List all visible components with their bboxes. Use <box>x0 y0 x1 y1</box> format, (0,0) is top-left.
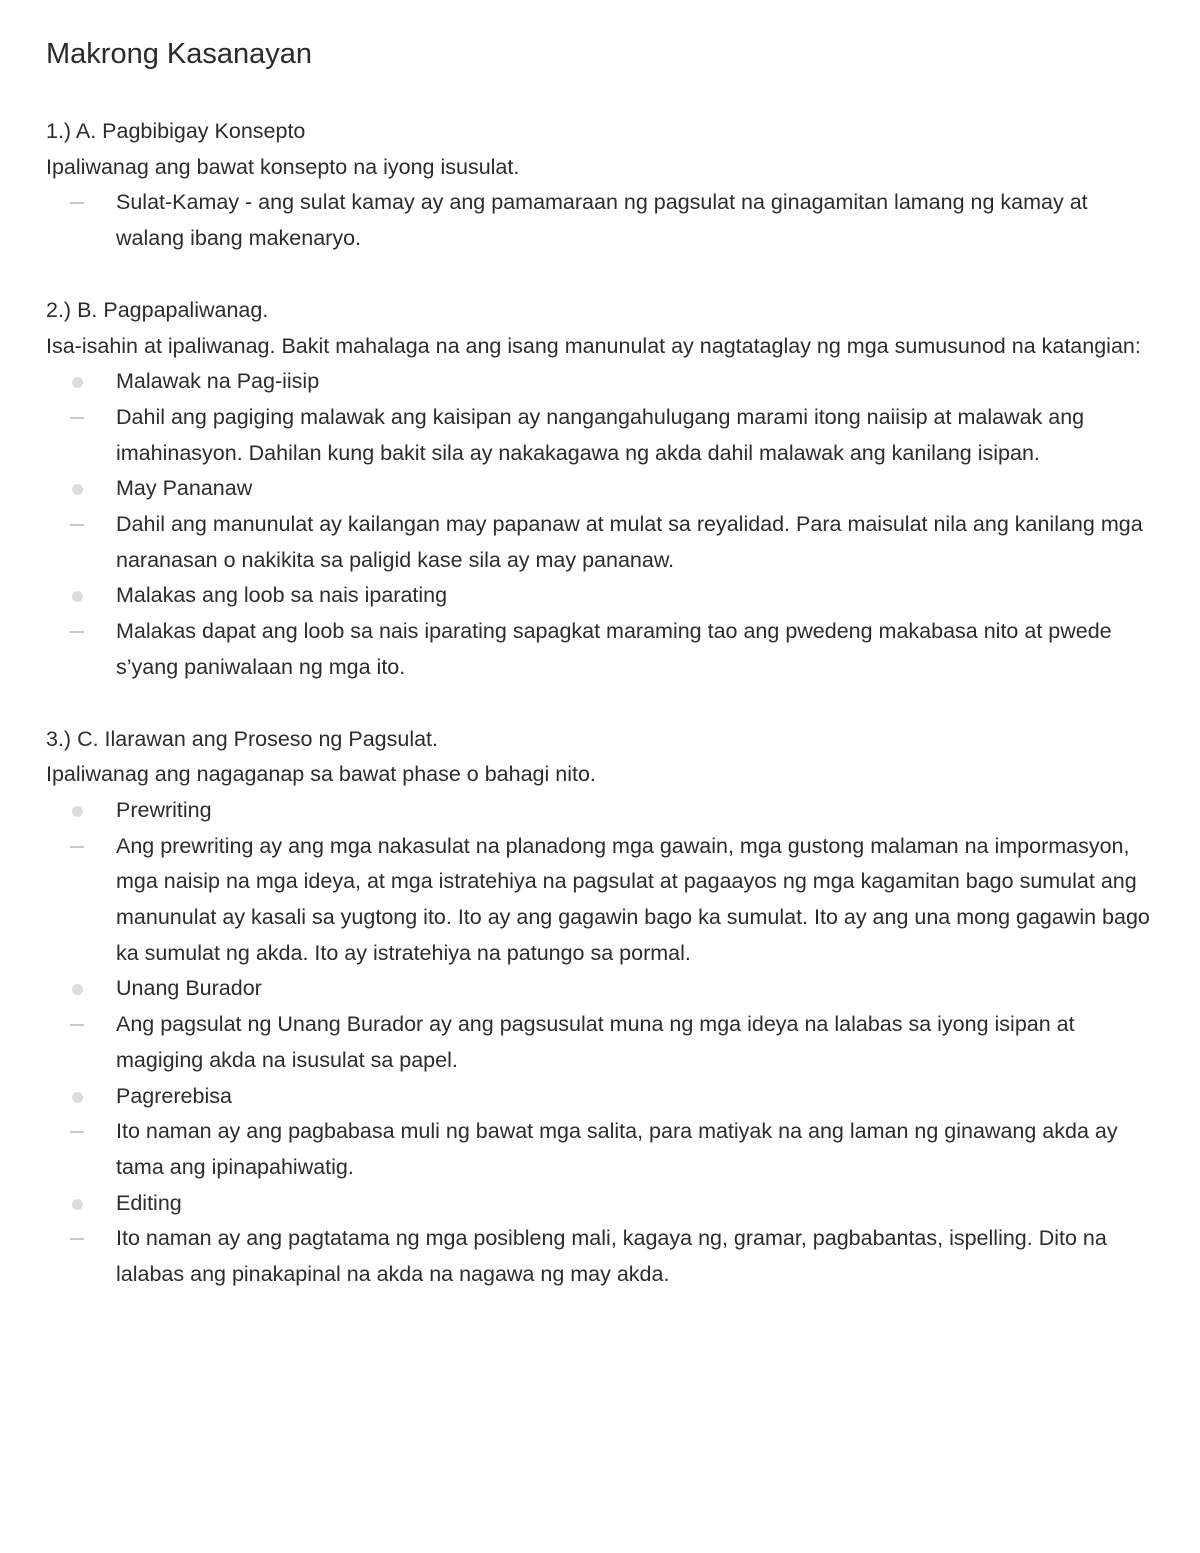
dash-icon <box>46 1221 116 1257</box>
document-body <box>46 114 1154 1293</box>
item-text: Ang pagsulat ng Unang Burador ay ang pagsusulat muna ng mga ideya na lalabas sa iyong isipan at magiging akda na isusulat sa papel. <box>116 1012 1075 1072</box>
bullet-item <box>46 793 1154 829</box>
item-text: Malakas ang loob sa nais iparating <box>116 583 448 608</box>
item-text: Pagrerebisa <box>116 1083 232 1108</box>
item-text: Unang Burador <box>116 976 262 1001</box>
item-text: May Pananaw <box>116 476 253 501</box>
dash-icon <box>46 1007 116 1043</box>
section-instruction: Ipaliwanag ang nagaganap sa bawat phase o bahagi nito. <box>46 762 596 787</box>
section-heading: 3.) C. Ilarawan ang Proseso ng Pagsulat. <box>46 726 438 751</box>
bullet-item <box>46 578 1154 614</box>
dash-icon <box>46 829 116 865</box>
section-instruction: Ipaliwanag ang bawat konsepto na iyong isusulat. <box>46 154 520 179</box>
bullet-dot-icon <box>46 578 116 614</box>
section-instruction: Isa-isahin at ipaliwanag. Bakit mahalaga na ang isang manunulat ay nagtataglay ng mga sumusunod na katangian: <box>46 333 1141 358</box>
dash-item <box>46 1007 1154 1078</box>
item-text: Editing <box>116 1190 182 1215</box>
dash-icon <box>46 185 116 221</box>
section-1 <box>46 114 1154 257</box>
item-text: Dahil ang manunulat ay kailangan may papanaw at mulat sa reyalidad. Para maisulat nila ang kanilang mga naranasan o nakikita sa paligid kase sila ay may pananaw. <box>116 512 1143 572</box>
bullet-dot-icon <box>46 471 116 507</box>
dash-icon <box>46 400 116 436</box>
bullet-dot-icon <box>46 1186 116 1222</box>
bullet-item <box>46 364 1154 400</box>
section-3 <box>46 722 1154 1293</box>
dash-item <box>46 1221 1154 1292</box>
section-2 <box>46 293 1154 686</box>
dash-item <box>46 507 1154 578</box>
dash-icon <box>46 507 116 543</box>
section-heading: 1.) A. Pagbibigay Konsepto <box>46 119 306 143</box>
bullet-item <box>46 471 1154 507</box>
dash-item <box>46 829 1154 972</box>
document-title: Makrong Kasanayan <box>46 38 312 70</box>
item-text: Malawak na Pag-iisip <box>116 369 320 394</box>
bullet-item <box>46 971 1154 1007</box>
dash-item <box>46 400 1154 471</box>
bullet-item <box>46 1186 1154 1222</box>
item-text: Ito naman ay ang pagtatama ng mga posibleng mali, kagaya ng, gramar, pagbabantas, ispelling. Dito na lalabas ang pinakapinal na akda na nagawa ng may akda. <box>116 1226 1107 1287</box>
section-heading: 2.) B. Pagpapaliwanag. <box>46 297 269 322</box>
dash-icon <box>46 1114 116 1150</box>
bullet-dot-icon <box>46 364 116 400</box>
item-text: Dahil ang pagiging malawak ang kaisipan ay nangangahulugang marami itong naiisip at malawak ang imahinasyon. Dahilan kung bakit sila ay nakakagawa ng akda dahil malawak ang kanilang isipan. <box>116 404 1085 465</box>
bullet-item <box>46 1079 1154 1115</box>
dash-item <box>46 614 1154 685</box>
item-text: Malakas dapat ang loob sa nais iparating sapagkat maraming tao ang pwedeng makabasa nito at pwede s’yang paniwalaan ng mga ito. <box>116 619 1112 679</box>
bullet-dot-icon <box>46 971 116 1007</box>
dash-item <box>46 185 1154 256</box>
item-text: Ang prewriting ay ang mga nakasulat na planadong mga gawain, mga gustong malaman na impormasyon, mga naisip na mga ideya, at mga istratehiya na pagsulat at pagaayos ng mga kagamitan bago sumulat ang manunulat ay kasali sa yugtong ito. Ito ay ang gagawin bago ka sumulat. Ito ay ang una mong gagawin bago ka sumulat ng akda. Ito ay istratehiya na patungo sa pormal. <box>116 833 1150 965</box>
bullet-dot-icon <box>46 1079 116 1115</box>
dash-icon <box>46 614 116 650</box>
item-text: Prewriting <box>116 797 212 822</box>
dash-item <box>46 1114 1154 1185</box>
item-text: Sulat-Kamay - ang sulat kamay ay ang pamamaraan ng pagsulat na ginagamitan lamang ng kamay at walang ibang makenaryo. <box>116 190 1088 251</box>
item-text: Ito naman ay ang pagbabasa muli ng bawat mga salita, para matiyak na ang laman ng ginawang akda ay tama ang ipinapahiwatig. <box>116 1119 1118 1179</box>
bullet-dot-icon <box>46 793 116 829</box>
